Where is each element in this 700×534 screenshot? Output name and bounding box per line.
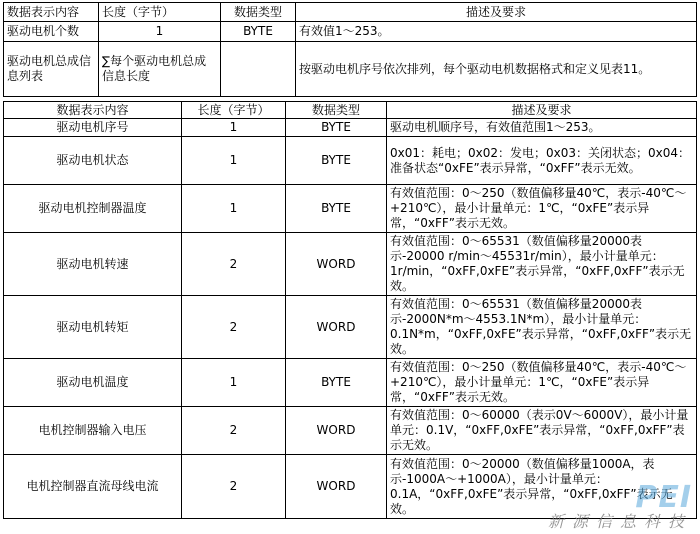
table-header-row: [4, 3, 697, 22]
cell-length: 2: [182, 455, 286, 519]
cell-length: 1: [182, 185, 286, 233]
cell-length: 1: [182, 137, 286, 185]
cell-length: 1: [182, 359, 286, 407]
table-row: [4, 22, 697, 42]
cell-length: 2: [182, 407, 286, 455]
header-description: 描述及要求: [296, 3, 697, 22]
cell-content: 驱动电机状态: [4, 137, 182, 185]
cell-type: BYTE: [286, 359, 387, 407]
header-length: 长度（字节）: [99, 3, 221, 22]
cell-type: WORD: [286, 296, 387, 359]
cell-description: 有效值1～253。: [296, 22, 697, 42]
header-description: 描述及要求: [387, 102, 697, 119]
cell-description: 有效值范围：0～250（数值偏移量40℃，表示-40℃～+210℃），最小计量单元：1℃，“0xFE”表示异常，“0xFF”表示无效。: [387, 359, 697, 407]
cell-content: 驱动电机温度: [4, 359, 182, 407]
table-row: [4, 455, 697, 519]
header-type: 数据类型: [286, 102, 387, 119]
header-content: 数据表示内容: [4, 102, 182, 119]
cell-length: 1: [182, 119, 286, 137]
header-length: 长度（字节）: [182, 102, 286, 119]
cell-length: ∑每个驱动电机总成信息长度: [99, 42, 221, 97]
table-row: [4, 42, 697, 97]
table-row: [4, 296, 697, 359]
cell-type: BYTE: [221, 22, 296, 42]
cell-type: BYTE: [286, 119, 387, 137]
watermark-text: 新源信息科技: [547, 512, 692, 531]
cell-type: WORD: [286, 407, 387, 455]
cell-length: 1: [99, 22, 221, 42]
cell-content: 驱动电机总成信息列表: [4, 42, 99, 97]
cell-content: 驱动电机控制器温度: [4, 185, 182, 233]
cell-description: 有效值范围：0～65531（数值偏移量20000表示-20000 r/min～45531r/min），最小计量单元：1r/min，“0xFF,0xFE”表示异常，“0xFF,0xFF”表示无效。: [387, 233, 697, 296]
cell-type: WORD: [286, 233, 387, 296]
table-row: [4, 233, 697, 296]
cell-description: 有效值范围：0～250（数值偏移量40℃，表示-40℃～+210℃），最小计量单元：1℃，“0xFE”表示异常，“0xFF”表示无效。: [387, 185, 697, 233]
cell-length: 2: [182, 233, 286, 296]
cell-length: 2: [182, 296, 286, 359]
cell-description: 有效值范围：0～65531（数值偏移量20000表示-2000N*m～4553.1N*m），最小计量单元：0.1N*m，“0xFF,0xFE”表示异常，“0xFF,0xFF”表示无效。: [387, 296, 697, 359]
cell-type: BYTE: [286, 185, 387, 233]
table-row: [4, 359, 697, 407]
cell-type: [221, 42, 296, 97]
table-header-row: [4, 102, 697, 119]
cell-description: 驱动电机顺序号，有效值范围1～253。: [387, 119, 697, 137]
header-type: 数据类型: [221, 3, 296, 22]
cell-description: 0x01：耗电；0x02：发电；0x03：关闭状态；0x04：准备状态“0xFE”表示异常，“0xFF”表示无效。: [387, 137, 697, 185]
table-row: [4, 137, 697, 185]
cell-content: 驱动电机个数: [4, 22, 99, 42]
motor-list-table: [3, 2, 697, 97]
cell-content: 驱动电机转速: [4, 233, 182, 296]
cell-description: 按驱动电机序号依次排列，每个驱动电机数据格式和定义见表11。: [296, 42, 697, 97]
cell-type: BYTE: [286, 137, 387, 185]
cell-description: 有效值范围：0～20000（数值偏移量1000A，表示-1000A～+1000A），最小计量单元：0.1A，“0xFF,0xFE”表示异常，“0xFF,0xFF”表示无效。: [387, 455, 697, 519]
cell-content: 电机控制器直流母线电流: [4, 455, 182, 519]
cell-description: 有效值范围：0～60000（表示0V～6000V），最小计量单元：0.1V，“0xFF,0xFE”表示异常，“0xFF,0xFF”表示无效。: [387, 407, 697, 455]
motor-data-table: [3, 101, 697, 519]
table-row: [4, 119, 697, 137]
watermark-logo: PEI: [635, 480, 692, 515]
cell-content: 驱动电机转矩: [4, 296, 182, 359]
table-row: [4, 185, 697, 233]
cell-content: 电机控制器输入电压: [4, 407, 182, 455]
cell-content: 驱动电机序号: [4, 119, 182, 137]
table-row: [4, 407, 697, 455]
cell-type: WORD: [286, 455, 387, 519]
header-content: 数据表示内容: [4, 3, 99, 22]
